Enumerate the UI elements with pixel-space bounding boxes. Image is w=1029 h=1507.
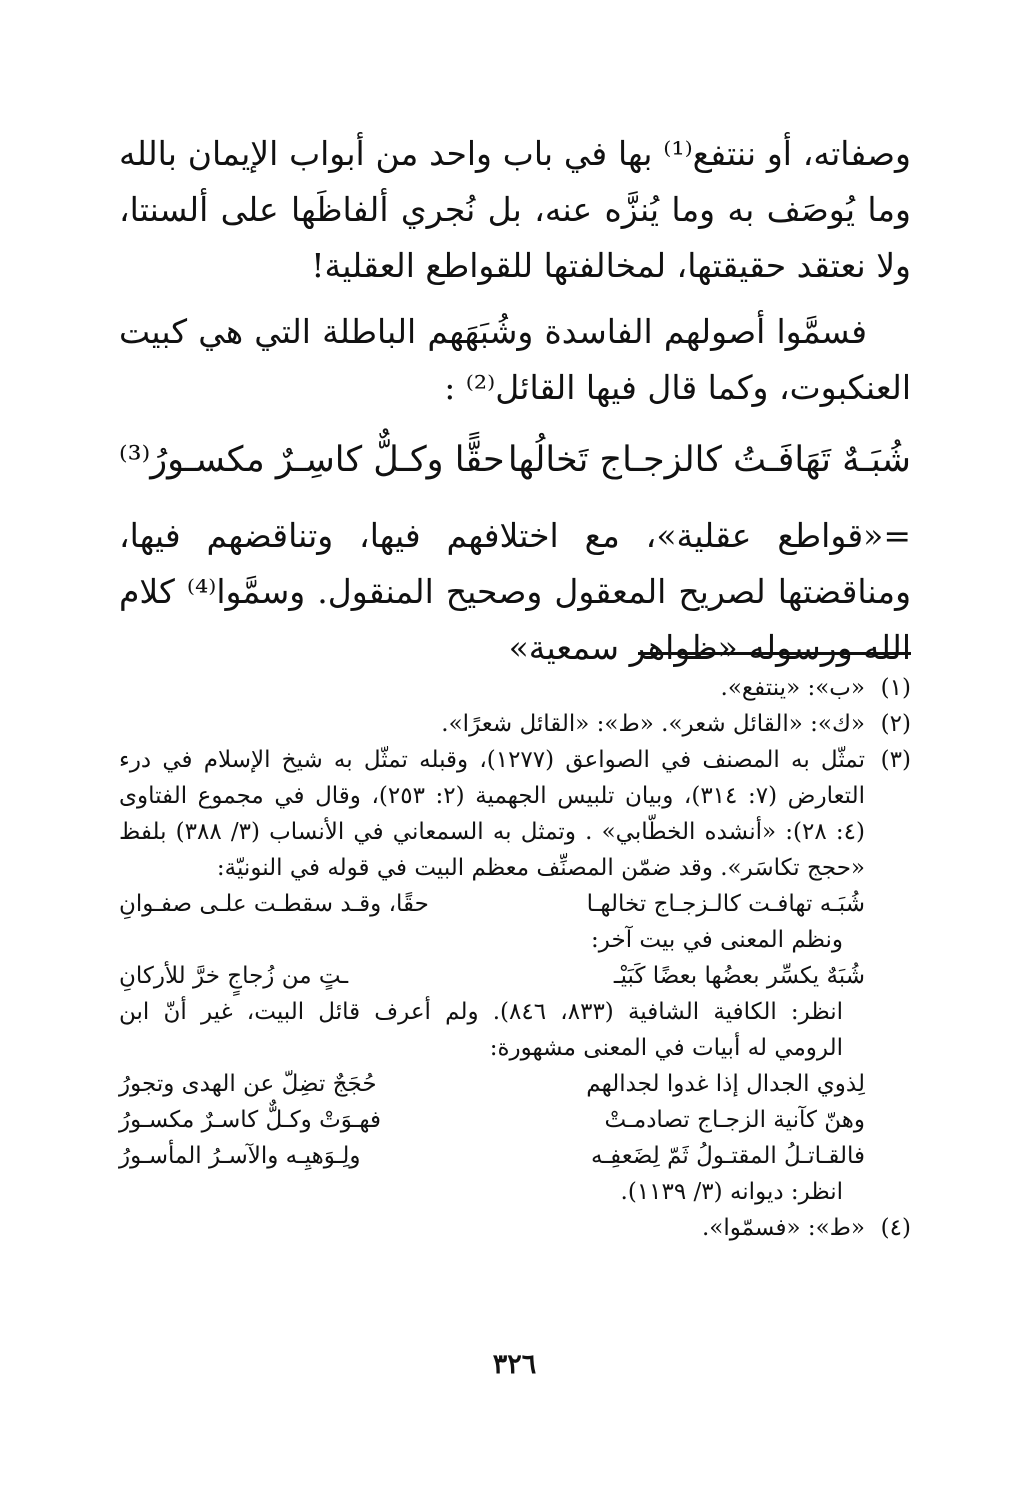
verse-hemistich-2: حُجَجٌ تضِلّ عن الهدى وتجورُ (119, 1071, 377, 1097)
footnote-text: «ط»: «فسمّوا». (701, 1215, 865, 1241)
verse-hemistich-1: فالقـاتـلُ المقتـولُ ثَمّ لِضَعفِـه (591, 1143, 865, 1169)
footnote-number: (١) (880, 675, 911, 701)
verse-hemistich-2: ولِـوَهيِـه والآسـرُ المأسـورُ (119, 1143, 361, 1169)
verse-hemistich-1: لِذوي الجدال إذا غدوا لجدالهم (586, 1071, 865, 1097)
footnote-4 (119, 1210, 911, 1246)
paragraph-2: فسمَّوا أصولهم الفاسدة وشُبَهَهم الباطلة التي هي كبيت العنكبوت، وكما قال فيها القائل⁽²⁾ : (119, 312, 911, 407)
footnote-text: تمثّل به المصنف في الصواعق (١٢٧٧)، وقبله تمثّل به شيخ الإسلام في درء التعارض (٧: ٣١٤)، وبيان تلبيس الجهمية (٢: ٢٥٣)، وقال في مجموع الفتاوى (٤: ٢٨): «أنشده الخطّابي» . وتمثل به السمعاني في الأنساب (٣/ ٣٨٨) بلفظ «حجج تكاسَر». وقد ضمّن المصنِّف معظم البيت في قوله في النونيّة: (119, 747, 866, 881)
footnote-divider (638, 652, 911, 655)
footnote-number: (٣) (880, 747, 911, 773)
verse-hemistich-1: شُبَـهٌ تَهَافَـتُ كالزجـاج تَخالُها (507, 440, 911, 480)
paragraph-3: =«قواطع عقلية»، مع اختلافهم فيها، وتناقضهم فيها، ومناقضتها لصريح المعقول وصحيح المنقول. وسمَّوا⁽⁴⁾ كلام الله ورسوله «ظواهر سمعية» (119, 516, 911, 667)
footnote-text: انظر: الكافية الشافية (٨٣٣، ٨٤٦). ولم أعرف قائل البيت، غير أنّ ابن الرومي له أبيات في المعنى مشهورة: (119, 999, 844, 1061)
footnote-verse (119, 1102, 865, 1138)
verse-hemistich-2: فهـوَتْ وكـلٌّ كاسـرٌ مكسـورُ (119, 1107, 381, 1133)
footnote-number: (٢) (880, 711, 911, 737)
main-text (119, 126, 911, 676)
verse-hemistich-1: وهنّ كآنية الزجـاج تصادمـتْ (604, 1107, 865, 1133)
footnote-verse (119, 1066, 865, 1102)
footnote-text: انظر: ديوانه (٣/ ١١٣٩). (620, 1179, 843, 1205)
footnote-text: «ك»: «القائل شعر». «ط»: «القائل شعرًا». (441, 711, 865, 737)
footnote-3 (119, 742, 911, 1210)
verse-hemistich-2: حقًّا وكـلٌّ كاسِـرٌ مكسـورُ⁽³⁾ (119, 440, 505, 480)
verse-hemistich-2: ـتٍ من زُجاجٍ خرَّ للأركانِ (119, 963, 349, 989)
footnote-1 (119, 670, 911, 706)
verse-hemistich-1: شُبَهٌ يكسِّر بعضُها بعضًا كَبَيْـ (613, 963, 865, 989)
footnote-text: ونظم المعنى في بيت آخر: (591, 927, 843, 953)
verse-hemistich-2: حقًا، وقـد سقطـت علـى صفـوانِ (119, 891, 429, 917)
footnote-verse (119, 958, 865, 994)
footnote-verse (119, 1138, 865, 1174)
footnotes (119, 670, 911, 1246)
page-number: ٣٢٦ (492, 1349, 537, 1380)
footnote-text: «ب»: «ينتفع». (720, 675, 865, 701)
footnote-2 (119, 706, 911, 742)
paragraph-1: وصفاته، أو ننتفع⁽¹⁾ بها في باب واحد من أبواب الإيمان بالله وما يُوصَف به وما يُنزَّه عنه، بل نُجري ألفاظَها على ألسنتا، ولا نعتقد حقيقتها، لمخالفتها للقواطع العقلية! (119, 134, 911, 285)
footnote-number: (٤) (880, 1215, 911, 1241)
footnote-verse (119, 886, 865, 922)
verse-hemistich-1: شُبَـه تهافـت كالـزجـاج تخالهـا (586, 891, 865, 917)
poem-verse (119, 430, 911, 490)
